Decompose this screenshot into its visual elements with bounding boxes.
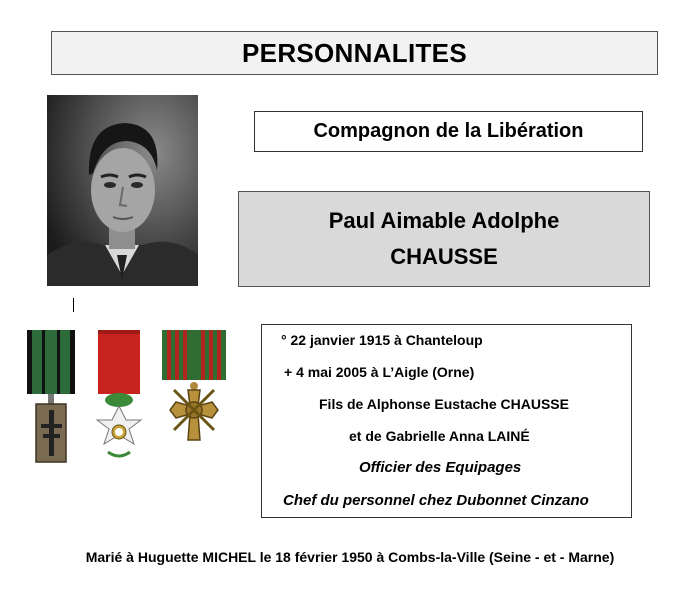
legion-of-honour-medal-icon (97, 330, 141, 456)
father-info: Fils de Alphonse Eustache CHAUSSE (319, 396, 569, 412)
person-surname: CHAUSSE (390, 244, 498, 269)
mother-info: et de Gabrielle Anna LAINÉ (349, 428, 530, 444)
subtitle-banner: Compagnon de la Libération (254, 111, 643, 152)
portrait-photo (47, 95, 198, 286)
text-cursor (73, 298, 74, 312)
marriage-info: Marié à Huguette MICHEL le 18 février 1950 à Combs-la-Ville (Seine - et - Marne) (85, 549, 615, 565)
job-info: Chef du personnel chez Dubonnet Cinzano (283, 492, 589, 509)
portrait-image (47, 95, 198, 286)
order-of-liberation-medal-icon (27, 330, 75, 462)
medals-group (22, 328, 237, 468)
person-given-names: Paul Aimable Adolphe (328, 208, 560, 233)
croix-de-guerre-medal-icon (162, 330, 226, 440)
birth-info: ° 22 janvier 1915 à Chanteloup (281, 332, 483, 348)
rank-info: Officier des Equipages (359, 459, 522, 476)
person-name-box (238, 191, 650, 287)
page-title: PERSONNALITES (51, 31, 658, 75)
biography-box (261, 324, 632, 518)
death-info: + 4 mai 2005 à L’Aigle (Orne) (284, 364, 475, 380)
